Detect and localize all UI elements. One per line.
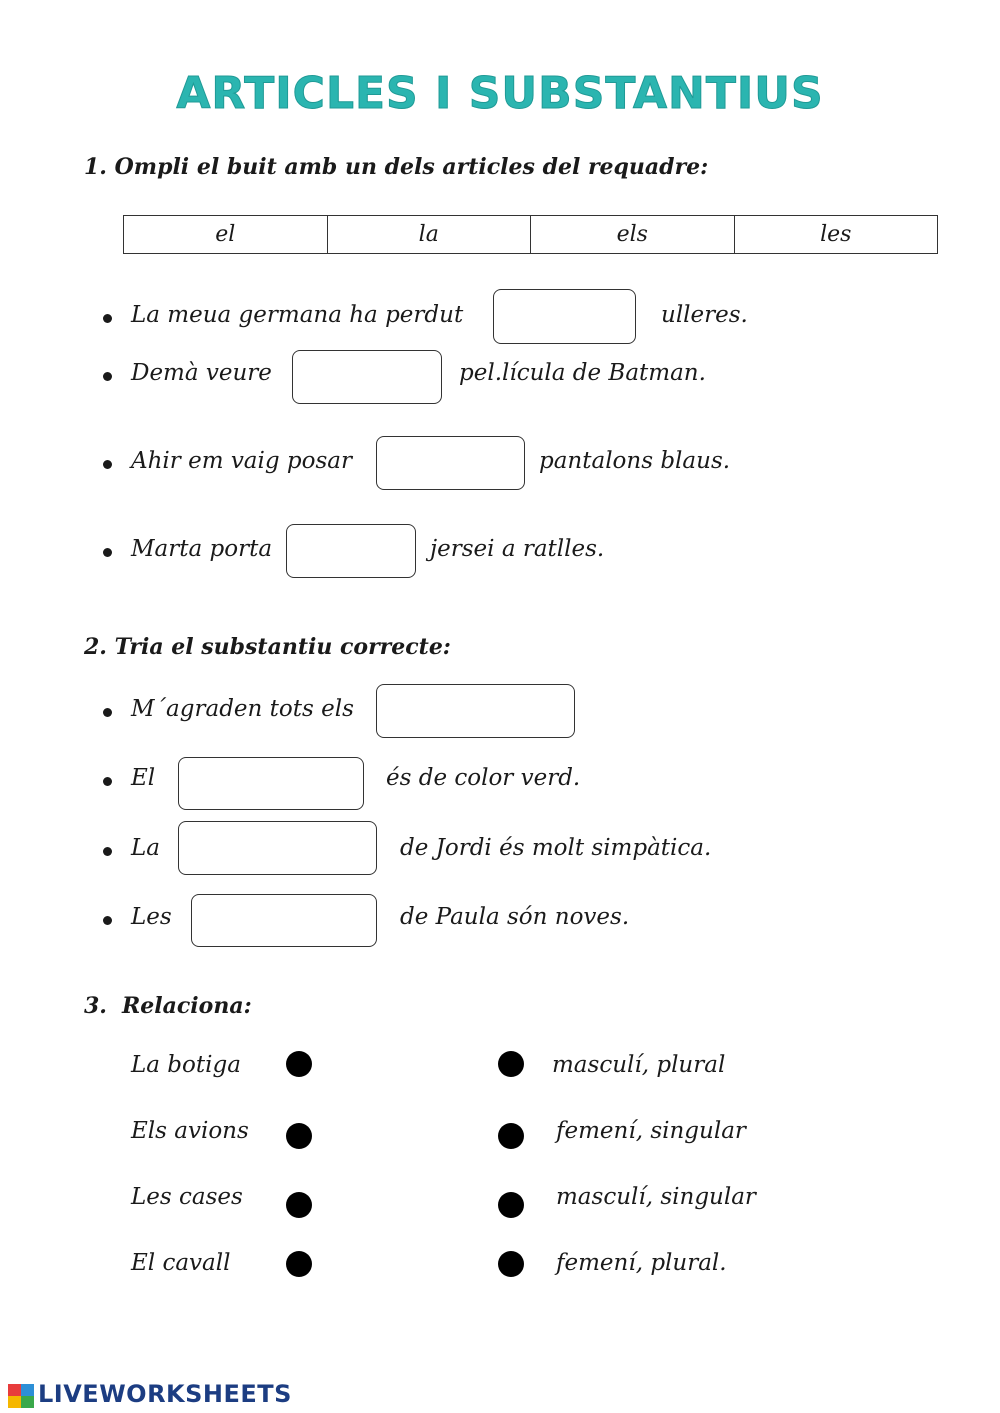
article-cell: el [124,216,328,254]
article-cell: la [327,216,531,254]
match-left-label: La botiga [131,1052,241,1078]
sentence-end: pel.lícula de Batman. [459,360,706,386]
logo-square [21,1384,34,1396]
match-left-dot[interactable] [286,1192,312,1218]
sentence-start: M´agraden tots els [131,696,354,722]
match-right-label: masculí, singular [556,1184,756,1210]
answer-blank[interactable] [178,821,377,875]
match-left-dot[interactable] [286,1123,312,1149]
match-right-dot[interactable] [498,1123,524,1149]
bullet [103,916,112,925]
match-left-label: Els avions [131,1118,249,1144]
sentence-end: ulleres. [661,302,748,328]
match-left-label: El cavall [131,1250,231,1276]
articles-table [123,215,938,254]
bullet [103,314,112,323]
sentence-end: pantalons blaus. [539,448,731,474]
bullet [103,548,112,557]
sentence-start: La meua germana ha perdut [131,302,464,328]
liveworksheets-logo-icon [8,1384,34,1408]
logo-square [8,1384,21,1396]
bullet [103,372,112,381]
section3-number: 3. [84,993,107,1019]
bullet [103,460,112,469]
match-right-dot[interactable] [498,1251,524,1277]
section1-heading: 1. Ompli el buit amb un dels articles del requadre: [84,154,709,180]
match-left-dot[interactable] [286,1051,312,1077]
page-title: ARTICLES I SUBSTANTIUS [176,68,824,119]
sentence-end: de Paula són noves. [400,904,630,930]
article-cell: els [531,216,735,254]
answer-blank[interactable] [178,757,364,810]
match-right-label: femení, singular [556,1118,746,1144]
answer-blank[interactable] [376,436,525,490]
article-cell: les [734,216,938,254]
section3-heading: Relaciona: [122,993,252,1019]
sentence-end: és de color verd. [386,765,581,791]
match-right-dot[interactable] [498,1192,524,1218]
match-right-label: femení, plural. [556,1250,727,1276]
match-right-label: masculí, plural [552,1052,726,1078]
logo-square [8,1396,21,1408]
bullet [103,847,112,856]
sentence-start: Demà veure [131,360,272,386]
bullet [103,708,112,717]
match-left-dot[interactable] [286,1251,312,1277]
sentence-start: Les [131,904,172,930]
answer-blank[interactable] [191,894,377,947]
answer-blank[interactable] [376,684,575,738]
sentence-start: La [131,835,160,861]
answer-blank[interactable] [292,350,442,404]
match-left-label: Les cases [131,1184,243,1210]
bullet [103,777,112,786]
sentence-end: de Jordi és molt simpàtica. [400,835,712,861]
sentence-start: El [131,765,156,791]
sentence-start: Marta porta [131,536,273,562]
sentence-start: Ahir em vaig posar [131,448,352,474]
footer-brand[interactable]: LIVEWORKSHEETS [38,1380,292,1408]
answer-blank[interactable] [493,289,636,344]
answer-blank[interactable] [286,524,416,578]
match-right-dot[interactable] [498,1051,524,1077]
sentence-end: jersei a ratlles. [430,536,605,562]
section2-heading: 2. Tria el substantiu correcte: [84,634,451,660]
logo-square [21,1396,34,1408]
